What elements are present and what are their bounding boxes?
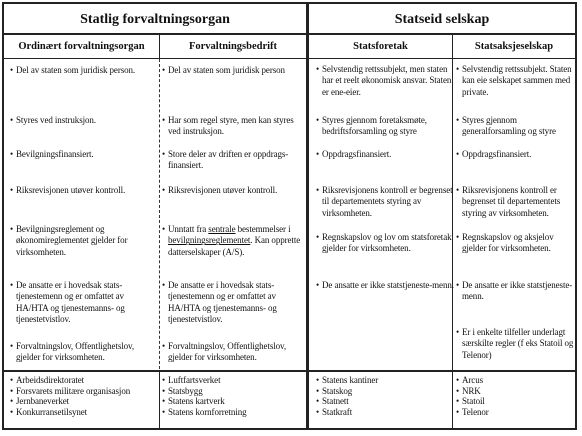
legal-status-c1: • Del av staten som juridisk person. — [10, 65, 136, 75]
subheader-statsforetak: Statsforetak — [353, 41, 408, 52]
list-item: • Statens kartverk — [162, 396, 225, 407]
regulation-c3: • Regnskapslov og lov om statsforetak gjelder for virksomheten. — [316, 232, 452, 254]
header-separator — [4, 33, 575, 35]
regulation-c1: • Bevilgningsreglement og økonomireglementet gjelder for virksomheten. — [10, 224, 128, 257]
funding-c3: • Oppdragsfinansiert. — [316, 149, 392, 159]
list-item: • Statkraft — [316, 406, 353, 417]
list-item: • Jernbaneverket — [10, 396, 70, 407]
special-rules-c4: • Er i enkelte tilfeller underlagt særskilte regler (f eks Statoil og Telenor) — [456, 327, 574, 360]
funding-c1: • Bevilgningsfinansiert. — [10, 149, 94, 159]
examples-c1 — [10, 375, 158, 417]
list-item: • NRK — [456, 385, 481, 396]
subheader-ordinaert-forvaltningsorgan: Ordinært forvaltningsorgan — [18, 41, 145, 52]
list-item: • Forsvarets militære organisasjon — [10, 385, 131, 396]
comparison-table — [2, 2, 577, 430]
header-statseid-selskap: Statseid selskap — [394, 12, 490, 27]
list-item: • Statens kantiner — [316, 375, 379, 385]
list-item: • Arbeidsdirektoratet — [10, 375, 85, 385]
list-item: • Statnett — [316, 396, 349, 407]
examples-separator — [4, 370, 575, 372]
list-item: • Konkurransetilsynet — [10, 406, 88, 417]
examples-c4 — [456, 375, 574, 417]
subheader-forvaltningsbedrift: Forvaltningsbedrift — [188, 41, 278, 52]
employees-c2: • De ansatte er i hovedsak stats-tjenestemenn og er omfattet av HA/HTA og tjenestemanns- og tjenestetvistlov. — [162, 280, 277, 325]
laws-c1: • Forvaltningslov, Offentlighetslov, gjelder for virksomheten. — [10, 341, 135, 363]
left-column-divider — [159, 59, 160, 369]
audit-c4: • Riksrevisjonens kontroll er begrenset til departementets styring av virksomheten. — [456, 185, 561, 218]
list-item: • Statsbygg — [162, 385, 203, 396]
governance-c3: • Styres gjennom foretaksmøte, bedriftsforsamling og styre — [316, 115, 427, 137]
list-item: • Statoil — [456, 396, 485, 407]
governance-c1: • Styres ved instruksjon. — [10, 115, 96, 125]
governance-c4: • Styres gjennom generalforsamling og styre — [456, 115, 556, 137]
list-item: • Statskog — [316, 385, 353, 396]
legal-status-c4: • Selvstendig rettssubjekt. Staten kan eie selskapet sammen med private. — [456, 64, 572, 97]
employees-c1: • De ansatte er i hovedsak stats-tjenestemenn og er omfattet av HA/HTA og tjenestemanns- og tjenestetvistlov. — [10, 280, 125, 325]
funding-c4: • Oppdragsfinansiert. — [456, 149, 532, 159]
bottom-left-divider — [159, 371, 160, 428]
examples-c2 — [162, 375, 304, 417]
regulation-c4: • Regnskapslov og aksjelov gjelder for virksomheten. — [456, 232, 554, 254]
legal-status-c3: • Selvstendig rettssubjekt, men staten har et reelt økonomisk ansvar. Staten er ene-eier. — [316, 64, 452, 97]
regulation-c2: • Unntatt fra sentrale bestemmelser i bevilgningsreglementet. Kan opprette datterselskaper (A/S). — [162, 224, 301, 257]
funding-c2: • Store deler av driften er oppdrags-finansiert. — [162, 149, 289, 171]
laws-c2: • Forvaltningslov, Offentlighetslov, gjelder for virksomheten. — [162, 341, 287, 363]
legal-status-c2: • Del av staten som juridisk person — [162, 65, 285, 75]
list-item: • Luftfartsverket — [162, 375, 221, 385]
examples-c3 — [316, 375, 454, 417]
center-divider — [306, 4, 309, 428]
audit-c2: • Riksrevisjonen utøver kontroll. — [162, 185, 278, 195]
header-statlig-forvaltningsorgan: Statlig forvaltningsorgan — [80, 12, 230, 27]
subheader-separator — [4, 58, 575, 59]
audit-c3: • Riksrevisjonens kontroll er begrenset til departementets styring av virksomheten. — [316, 185, 453, 218]
list-item: • Statens kornforretning — [162, 406, 247, 417]
list-item: • Telenor — [456, 406, 489, 417]
employees-c3: • De ansatte er ikke statstjeneste-menn. — [316, 280, 454, 290]
list-item: • Arcus — [456, 375, 483, 385]
governance-c2: • Har som regel styre, men kan styres ved instruksjon. — [162, 115, 294, 137]
employees-c4: • De ansatte er ikke statstjeneste-menn. — [456, 280, 573, 302]
subheader-statsaksjeselskap: Statsaksjeselskap — [474, 41, 554, 52]
audit-c1: • Riksrevisjonen utøver kontroll. — [10, 185, 126, 195]
